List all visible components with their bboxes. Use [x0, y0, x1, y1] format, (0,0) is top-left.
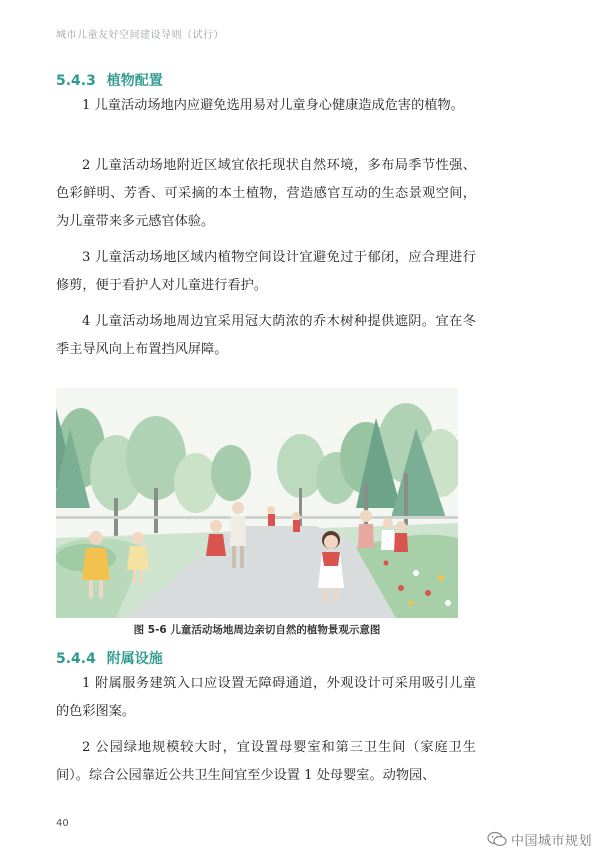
- paragraph-543-2: 2 儿童活动场地附近区域宜依托现状自然环境，多布局季节性强、色彩鲜明、芳香、可采摘的本土植物，营造感官互动的生态景观空间，为儿童带来多元感官体验。: [56, 158, 476, 229]
- landscape-illustration: [56, 388, 458, 618]
- paragraph-543-4: 4 儿童活动场地周边宜采用冠大荫浓的乔木树种提供遮阴。宜在冬季主导风向上布置挡风屏障。: [56, 314, 476, 357]
- watermark: [487, 829, 592, 849]
- page-number: 40: [56, 818, 69, 829]
- figure-caption: 图 5-6 儿童活动场地周边亲切自然的植物景观示意图: [133, 624, 381, 636]
- section-title: 附属设施: [106, 651, 163, 667]
- paragraph-543-1: 1 儿童活动场地内应避免选用易对儿童身心健康造成危害的植物。: [82, 98, 464, 113]
- paragraph-544-2: 2 公园绿地规模较大时，宜设置母婴室和第三卫生间（家庭卫生间）。综合公园靠近公共卫生间宜至少设置 1 处母婴室。动物园、: [56, 740, 476, 783]
- watermark-text: 中国城市规划: [510, 833, 592, 849]
- paragraph-544-1: 1 附属服务建筑入口应设置无障碍通道，外观设计可采用吸引儿童的色彩图案。: [56, 676, 476, 719]
- section-number: 5.4.4: [56, 651, 96, 667]
- section-title: 植物配置: [106, 73, 163, 89]
- section-heading-543: [56, 70, 163, 90]
- illustration-svg: [56, 388, 458, 618]
- paragraph-543-3: 3 儿童活动场地区域内植物空间设计宜避免过于郁闭，应合理进行修剪，便于看护人对儿童进行看护。: [56, 250, 476, 293]
- running-header: 城市儿童友好空间建设导则（试行）: [56, 30, 224, 41]
- section-number: 5.4.3: [56, 73, 96, 89]
- section-heading-544: [56, 648, 163, 668]
- wechat-icon: [487, 831, 507, 847]
